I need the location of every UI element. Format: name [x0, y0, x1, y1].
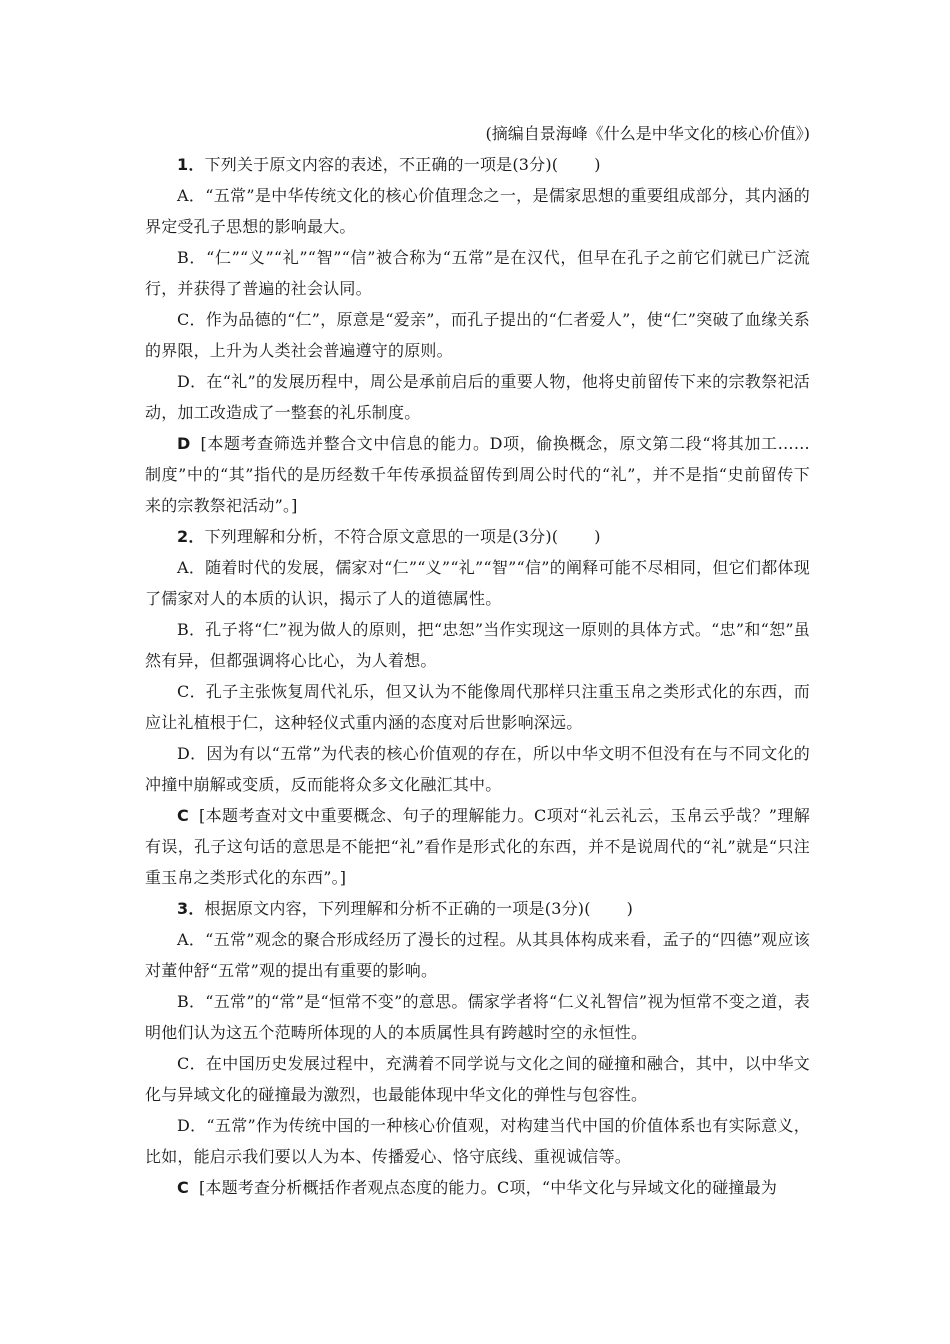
question-stem-text: 下列关于原文内容的表述，不正确的一项是(3分)( — [204, 155, 559, 174]
question-number: 3． — [177, 899, 205, 918]
question-stem-text: 下列理解和分析，不符合原文意思的一项是(3分)( — [204, 527, 559, 546]
question-number: 2． — [177, 527, 205, 546]
question-number: 1． — [177, 155, 205, 174]
answer-letter: C — [177, 1178, 189, 1197]
question-3-answer — [145, 1172, 810, 1203]
question-2-stem — [145, 521, 810, 552]
question-1-answer — [145, 428, 810, 521]
question-3-option-c: C．在中国历史发展过程中，充满着不同学说与文化之间的碰撞和融合，其中，以中华文化与异域文化的碰撞最为激烈，也最能体现中华文化的弹性与包容性。 — [145, 1054, 810, 1104]
question-2-option-a: A．随着时代的发展，儒家对“仁”“义”“礼”“智”“信”的阐释可能不尽相同，但它们都体现了儒家对人的本质的认识，揭示了人的道德属性。 — [145, 558, 810, 608]
question-3-stem — [145, 893, 810, 924]
document-page — [145, 118, 810, 1203]
question-2-option-d: D．因为有以“五常”为代表的核心价值观的存在，所以中华文明不但没有在与不同文化的冲撞中崩解或变质，反而能将众多文化融汇其中。 — [145, 744, 810, 794]
question-1-option-d: D．在“礼”的发展历程中，周公是承前启后的重要人物，他将史前留传下来的宗教祭祀活动，加工改造成了一整套的礼乐制度。 — [145, 372, 810, 422]
question-1-stem — [145, 149, 810, 180]
answer-explanation: [本题考查筛选并整合文中信息的能力。D项，偷换概念，原文第二段“将其加工……制度”中的“其”指代的是历经数千年传承损益留传到周公时代的“礼”，并不是指“史前留传下来的宗教祭祀活动”。] — [145, 434, 810, 515]
question-stem-end: ) — [594, 527, 601, 546]
question-stem-end: ) — [626, 899, 634, 918]
question-3-option-a: A．“五常”观念的聚合形成经历了漫长的过程。从其具体构成来看，孟子的“四德”观应该对董仲舒“五常”观的提出有重要的影响。 — [145, 930, 810, 980]
question-stem-end: ) — [594, 155, 601, 174]
question-2-option-b: B．孔子将“仁”视为做人的原则，把“忠恕”当作实现这一原则的具体方式。“忠”和“恕”虽然有异，但都强调将心比心，为人着想。 — [145, 620, 810, 670]
question-1-option-c: C．作为品德的“仁”，原意是“爱亲”，而孔子提出的“仁者爱人”，使“仁”突破了血缘关系的界限，上升为人类社会普遍遵守的原则。 — [145, 310, 810, 360]
question-stem-text: 根据原文内容，下列理解和分析不正确的一项是(3分)( — [204, 899, 591, 918]
answer-letter: C — [177, 806, 189, 825]
question-3-option-d: D．“五常”作为传统中国的一种核心价值观，对构建当代中国的价值体系也有实际意义，比如，能启示我们要以人为本、传播爱心、恪守底线、重视诚信等。 — [145, 1116, 810, 1166]
answer-explanation: [本题考查对文中重要概念、句子的理解能力。C项对“礼云礼云，玉帛云乎哉？”理解有误，孔子这句话的意思是不能把“礼”看作是形式化的东西，并不是说周代的“礼”就是“只注重玉帛之类形式化的东西”。] — [145, 806, 810, 887]
answer-letter: D — [177, 434, 191, 453]
question-3-option-b: B．“五常”的“常”是“恒常不变”的意思。儒家学者将“仁义礼智信”视为恒常不变之道，表明他们认为这五个范畴所体现的人的本质属性具有跨越时空的永恒性。 — [145, 992, 810, 1042]
question-1-option-a: A．“五常”是中华传统文化的核心价值理念之一，是儒家思想的重要组成部分，其内涵的界定受孔子思想的影响最大。 — [145, 186, 810, 236]
answer-explanation: [本题考查分析概括作者观点态度的能力。C项，“中华文化与异域文化的碰撞最为 — [198, 1178, 778, 1197]
source-citation: (摘编自景海峰《什么是中华文化的核心价值》) — [485, 124, 810, 143]
question-2-answer — [145, 800, 810, 893]
question-1-option-b: B．“仁”“义”“礼”“智”“信”被合称为“五常”是在汉代，但早在孔子之前它们就已广泛流行，并获得了普遍的社会认同。 — [145, 248, 810, 298]
question-2-option-c: C．孔子主张恢复周代礼乐，但又认为不能像周代那样只注重玉帛之类形式化的东西，而应让礼植根于仁，这种轻仪式重内涵的态度对后世影响深远。 — [145, 682, 810, 732]
